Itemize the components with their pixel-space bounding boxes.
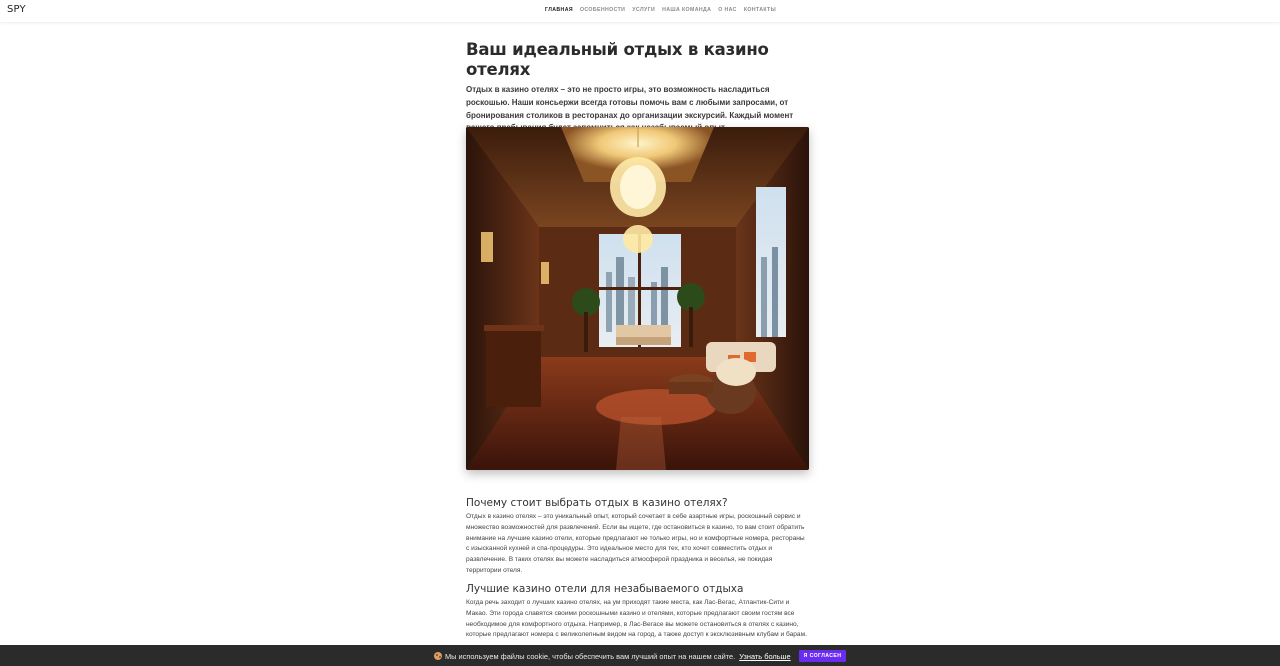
section-title: Лучшие казино отели для незабываемого отдыха [466,583,744,595]
cookie-accept-button[interactable]: Я СОГЛАСЕН [799,650,847,662]
page-title: Ваш идеальный отдых в казино отелях [466,40,769,79]
section-text: Когда речь заходит о лучших казино отелях, на ум приходят такие места, как Лас-Вегас, Атлантик-Сити и Макао. Эти города славятся своими роскошными казино и отелями, которые предлагают своим гостям все необходимое для комфортного отдыха. Например, в Лас-Вегасе вы можете остановиться в отелях с казино, которые предлагают номера с великолепным видом на город, а также доступ к эксклюзивным клубам и барам. [466,599,807,639]
hero-lead-text: Отдых в казино отелях – это не просто игры, это возможность насладиться роскошью. Наши консьержи всегда готовы помочь вам с любыми запросами, от бронирования столиков в ресторанах до организации экскурсий. Каждый момент [466,85,794,120]
nav-link-team[interactable]: НАША КОМАНДА [662,7,712,13]
main-content [466,40,809,639]
section-why-casino-hotels [466,496,809,577]
section-text: Отдых в казино отелях – это уникальный опыт, который сочетает в себе азартные игры, роскошный сервис и множество возможностей для развлечений. Если вы ищете, где остановиться в казино, то вам стоит обратить внимание на лучшие казино отели, которые предлагают не только игры, но и комфортные номера, рестораны с изысканной кухней и спа-процедуры. Это идеальное место для тех, кто хочет совместить отдых и развлечение. В таких отелях вы можете насладиться атмосферой праздника и веселья, не покидая территории отеля. [466,513,805,574]
nav-link-services[interactable]: УСЛУГИ [632,7,656,13]
cookie-message: Мы используем файлы cookie, чтобы обеспечить вам лучший опыт на нашем сайте. [445,651,736,661]
nav-link-contacts[interactable]: КОНТАКТЫ [743,7,777,13]
cookie-icon [434,652,442,660]
hotel-lobby-image [466,127,809,470]
nav-link-home[interactable]: ГЛАВНАЯ [545,7,573,13]
site-logo[interactable]: SPY [7,4,26,15]
main-nav [545,7,776,13]
cookie-learn-more-link[interactable]: Узнать больше [739,651,791,661]
section-best-casino-hotels [466,582,809,641]
cookie-consent-bar [0,645,1280,666]
top-navbar [0,0,1280,22]
section-title: Почему стоит выбрать отдых в казино отелях? [466,497,728,509]
nav-link-about[interactable]: О НАС [718,7,737,13]
nav-link-features[interactable]: ОСОБЕННОСТИ [579,7,626,13]
